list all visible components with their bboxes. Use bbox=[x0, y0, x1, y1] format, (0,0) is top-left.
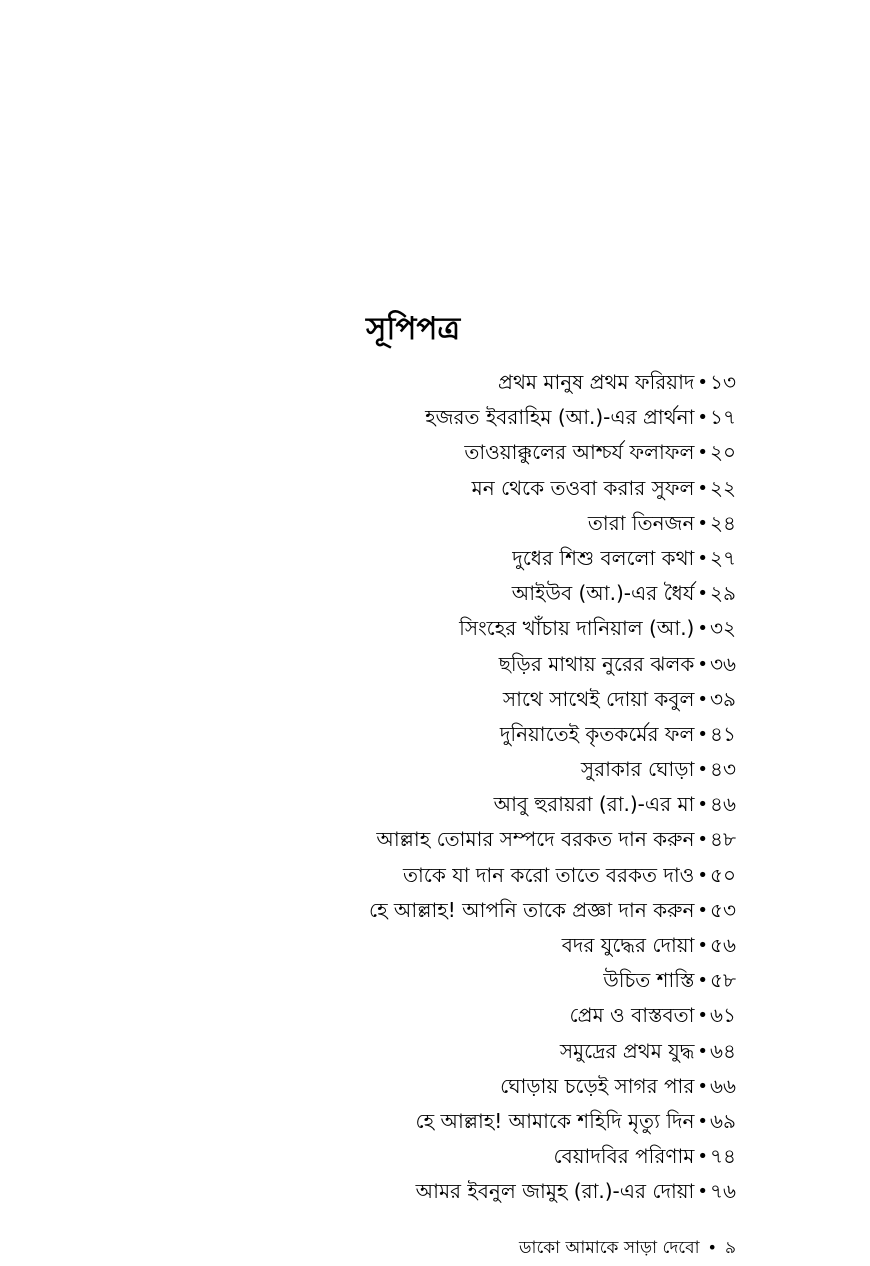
toc-entry bbox=[216, 1104, 736, 1139]
bullet-separator: • bbox=[697, 794, 709, 816]
toc-entry bbox=[216, 506, 736, 541]
toc-entry-title: আমর ইবনুল জামুহ (রা.)-এর দোয়া bbox=[415, 1179, 695, 1204]
toc-entry-title: ঘোড়ায় চড়েই সাগর পার bbox=[500, 1073, 695, 1098]
toc-entry-page: ৫০ bbox=[710, 862, 736, 887]
toc-entry-page: ২০ bbox=[709, 440, 736, 465]
bullet-separator: • bbox=[697, 688, 709, 710]
bullet-separator: • bbox=[697, 583, 709, 605]
toc-entry bbox=[216, 1174, 736, 1209]
running-book-title: ডাকো আমাকে সাড়া দেবো bbox=[519, 1238, 700, 1258]
bullet-separator: • bbox=[697, 970, 709, 992]
toc-entry bbox=[216, 717, 736, 752]
toc-entry bbox=[216, 647, 736, 682]
bullet-separator: • bbox=[707, 1238, 717, 1257]
toc-entry bbox=[216, 1069, 736, 1104]
bullet-separator: • bbox=[697, 442, 708, 464]
toc-entry-page: ৫৮ bbox=[710, 968, 736, 993]
toc-list bbox=[216, 365, 736, 1210]
toc-entry-title: সমুদ্রের প্রথম যুদ্ধ bbox=[559, 1038, 695, 1063]
toc-entry bbox=[216, 400, 736, 435]
toc-entry-page: ৩৯ bbox=[710, 686, 736, 711]
toc-entry-page: ৪৬ bbox=[710, 792, 736, 817]
bullet-separator: • bbox=[697, 1110, 709, 1132]
toc-entry bbox=[216, 893, 736, 928]
toc-entry-title: দুনিয়াতেই কৃতকর্মের ফল bbox=[499, 721, 695, 746]
toc-entry-page: ৭৪ bbox=[710, 1144, 736, 1169]
toc-entry-title: আল্লাহ তোমার সম্পদে বরকত দান করুন bbox=[376, 827, 695, 852]
toc-entry bbox=[216, 928, 736, 963]
toc-entry-page: ২২ bbox=[709, 475, 736, 500]
toc-entry bbox=[216, 998, 736, 1033]
bullet-separator: • bbox=[697, 723, 709, 745]
bullet-separator: • bbox=[697, 653, 708, 675]
toc-entry-page: ২৪ bbox=[710, 510, 736, 535]
bullet-separator: • bbox=[697, 407, 709, 429]
toc-entry bbox=[216, 576, 736, 611]
toc-entry-title: প্রথম মানুষ প্রথম ফরিয়াদ bbox=[498, 370, 695, 394]
bullet-separator: • bbox=[697, 1181, 708, 1203]
toc-entry-title: তাওয়াক্কুলের আশ্চর্য ফলাফল bbox=[464, 440, 695, 465]
toc-entry bbox=[216, 365, 736, 400]
toc-entry-page: ২৭ bbox=[709, 545, 736, 570]
toc-entry-page: ৭৬ bbox=[709, 1179, 736, 1204]
bullet-separator: • bbox=[697, 547, 708, 569]
toc-entry-title: হে আল্লাহ! আমাকে শহিদি মৃত্যু দিন bbox=[415, 1108, 695, 1133]
toc-entry-title: হে আল্লাহ! আপনি তাকে প্রজ্ঞা দান করুন bbox=[368, 897, 695, 922]
page-number: ৯ bbox=[724, 1238, 736, 1258]
bullet-separator: • bbox=[697, 1040, 709, 1062]
toc-entry-page: ৬৬ bbox=[709, 1073, 736, 1098]
toc-entry-page: ৩৬ bbox=[709, 651, 736, 676]
toc-entry bbox=[216, 787, 736, 822]
toc-entry bbox=[216, 858, 736, 893]
toc-entry-page: ১৩ bbox=[710, 370, 736, 394]
toc-entry-page: ৪১ bbox=[710, 721, 736, 746]
bullet-separator: • bbox=[697, 829, 709, 851]
toc-entry bbox=[216, 682, 736, 717]
bullet-separator: • bbox=[697, 372, 709, 393]
toc-entry-title: সিংহের খাঁচায় দানিয়াল (আ.) bbox=[459, 616, 695, 641]
toc-entry bbox=[216, 541, 736, 576]
toc-entry-title: আবু হুরায়রা (রা.)-এর মা bbox=[493, 792, 695, 817]
toc-entry bbox=[216, 963, 736, 998]
toc-entry-title: ছড়ির মাথায় নুরের ঝলক bbox=[498, 651, 695, 676]
toc-entry-page: ৫৬ bbox=[710, 933, 736, 957]
toc-entry-title: আইউব (আ.)-এর ধৈর্য bbox=[511, 581, 695, 606]
bullet-separator: • bbox=[697, 899, 709, 921]
toc-entry bbox=[216, 752, 736, 787]
toc-entry-title: তারা তিনজন bbox=[587, 510, 695, 535]
bullet-separator: • bbox=[697, 477, 708, 499]
bullet-separator: • bbox=[697, 618, 708, 640]
toc-entry-title: তাকে যা দান করো তাতে বরকত দাও bbox=[403, 862, 695, 887]
bullet-separator: • bbox=[697, 512, 709, 534]
bullet-separator: • bbox=[697, 864, 709, 886]
bullet-separator: • bbox=[697, 935, 709, 956]
bullet-separator: • bbox=[697, 759, 709, 781]
toc-entry-title: প্রেম ও বাস্তবতা bbox=[569, 1003, 695, 1028]
toc-entry-title: সুরাকার ঘোড়া bbox=[580, 757, 695, 782]
toc-entry-title: মন থেকে তওবা করার সুফল bbox=[471, 475, 695, 500]
toc-entry-title: সাথে সাথেই দোয়া কবুল bbox=[502, 686, 695, 711]
toc-entry bbox=[216, 471, 736, 506]
bullet-separator: • bbox=[697, 1005, 709, 1027]
toc-entry-page: ২৯ bbox=[710, 581, 736, 606]
bullet-separator: • bbox=[697, 1075, 708, 1097]
toc-title: সূপিপত্র bbox=[366, 310, 461, 347]
toc-entry-title: বেয়াদবির পরিণাম bbox=[553, 1144, 695, 1169]
toc-entry-page: ৩২ bbox=[709, 616, 736, 641]
toc-entry bbox=[216, 611, 736, 646]
toc-entry-page: ৬৯ bbox=[710, 1108, 736, 1133]
toc-entry-title: উচিত শাস্তি bbox=[603, 968, 695, 993]
toc-entry-page: ৪৮ bbox=[710, 827, 736, 852]
toc-entry-page: ৪৩ bbox=[710, 757, 736, 782]
bullet-separator: • bbox=[697, 1146, 709, 1168]
toc-entry bbox=[216, 1139, 736, 1174]
toc-entry bbox=[216, 822, 736, 857]
page-footer bbox=[519, 1234, 736, 1262]
toc-entry-title: দুধের শিশু বললো কথা bbox=[512, 545, 695, 570]
toc-entry bbox=[216, 1034, 736, 1069]
toc-entry bbox=[216, 435, 736, 470]
toc-entry-page: ৬১ bbox=[710, 1003, 736, 1028]
toc-entry-page: ১৭ bbox=[710, 405, 736, 430]
toc-entry-title: হজরত ইবরাহিম (আ.)-এর প্রার্থনা bbox=[425, 405, 695, 430]
toc-entry-title: বদর যুদ্ধের দোয়া bbox=[561, 933, 695, 957]
toc-entry-page: ৫৩ bbox=[710, 897, 736, 922]
toc-entry-page: ৬৪ bbox=[710, 1038, 736, 1063]
